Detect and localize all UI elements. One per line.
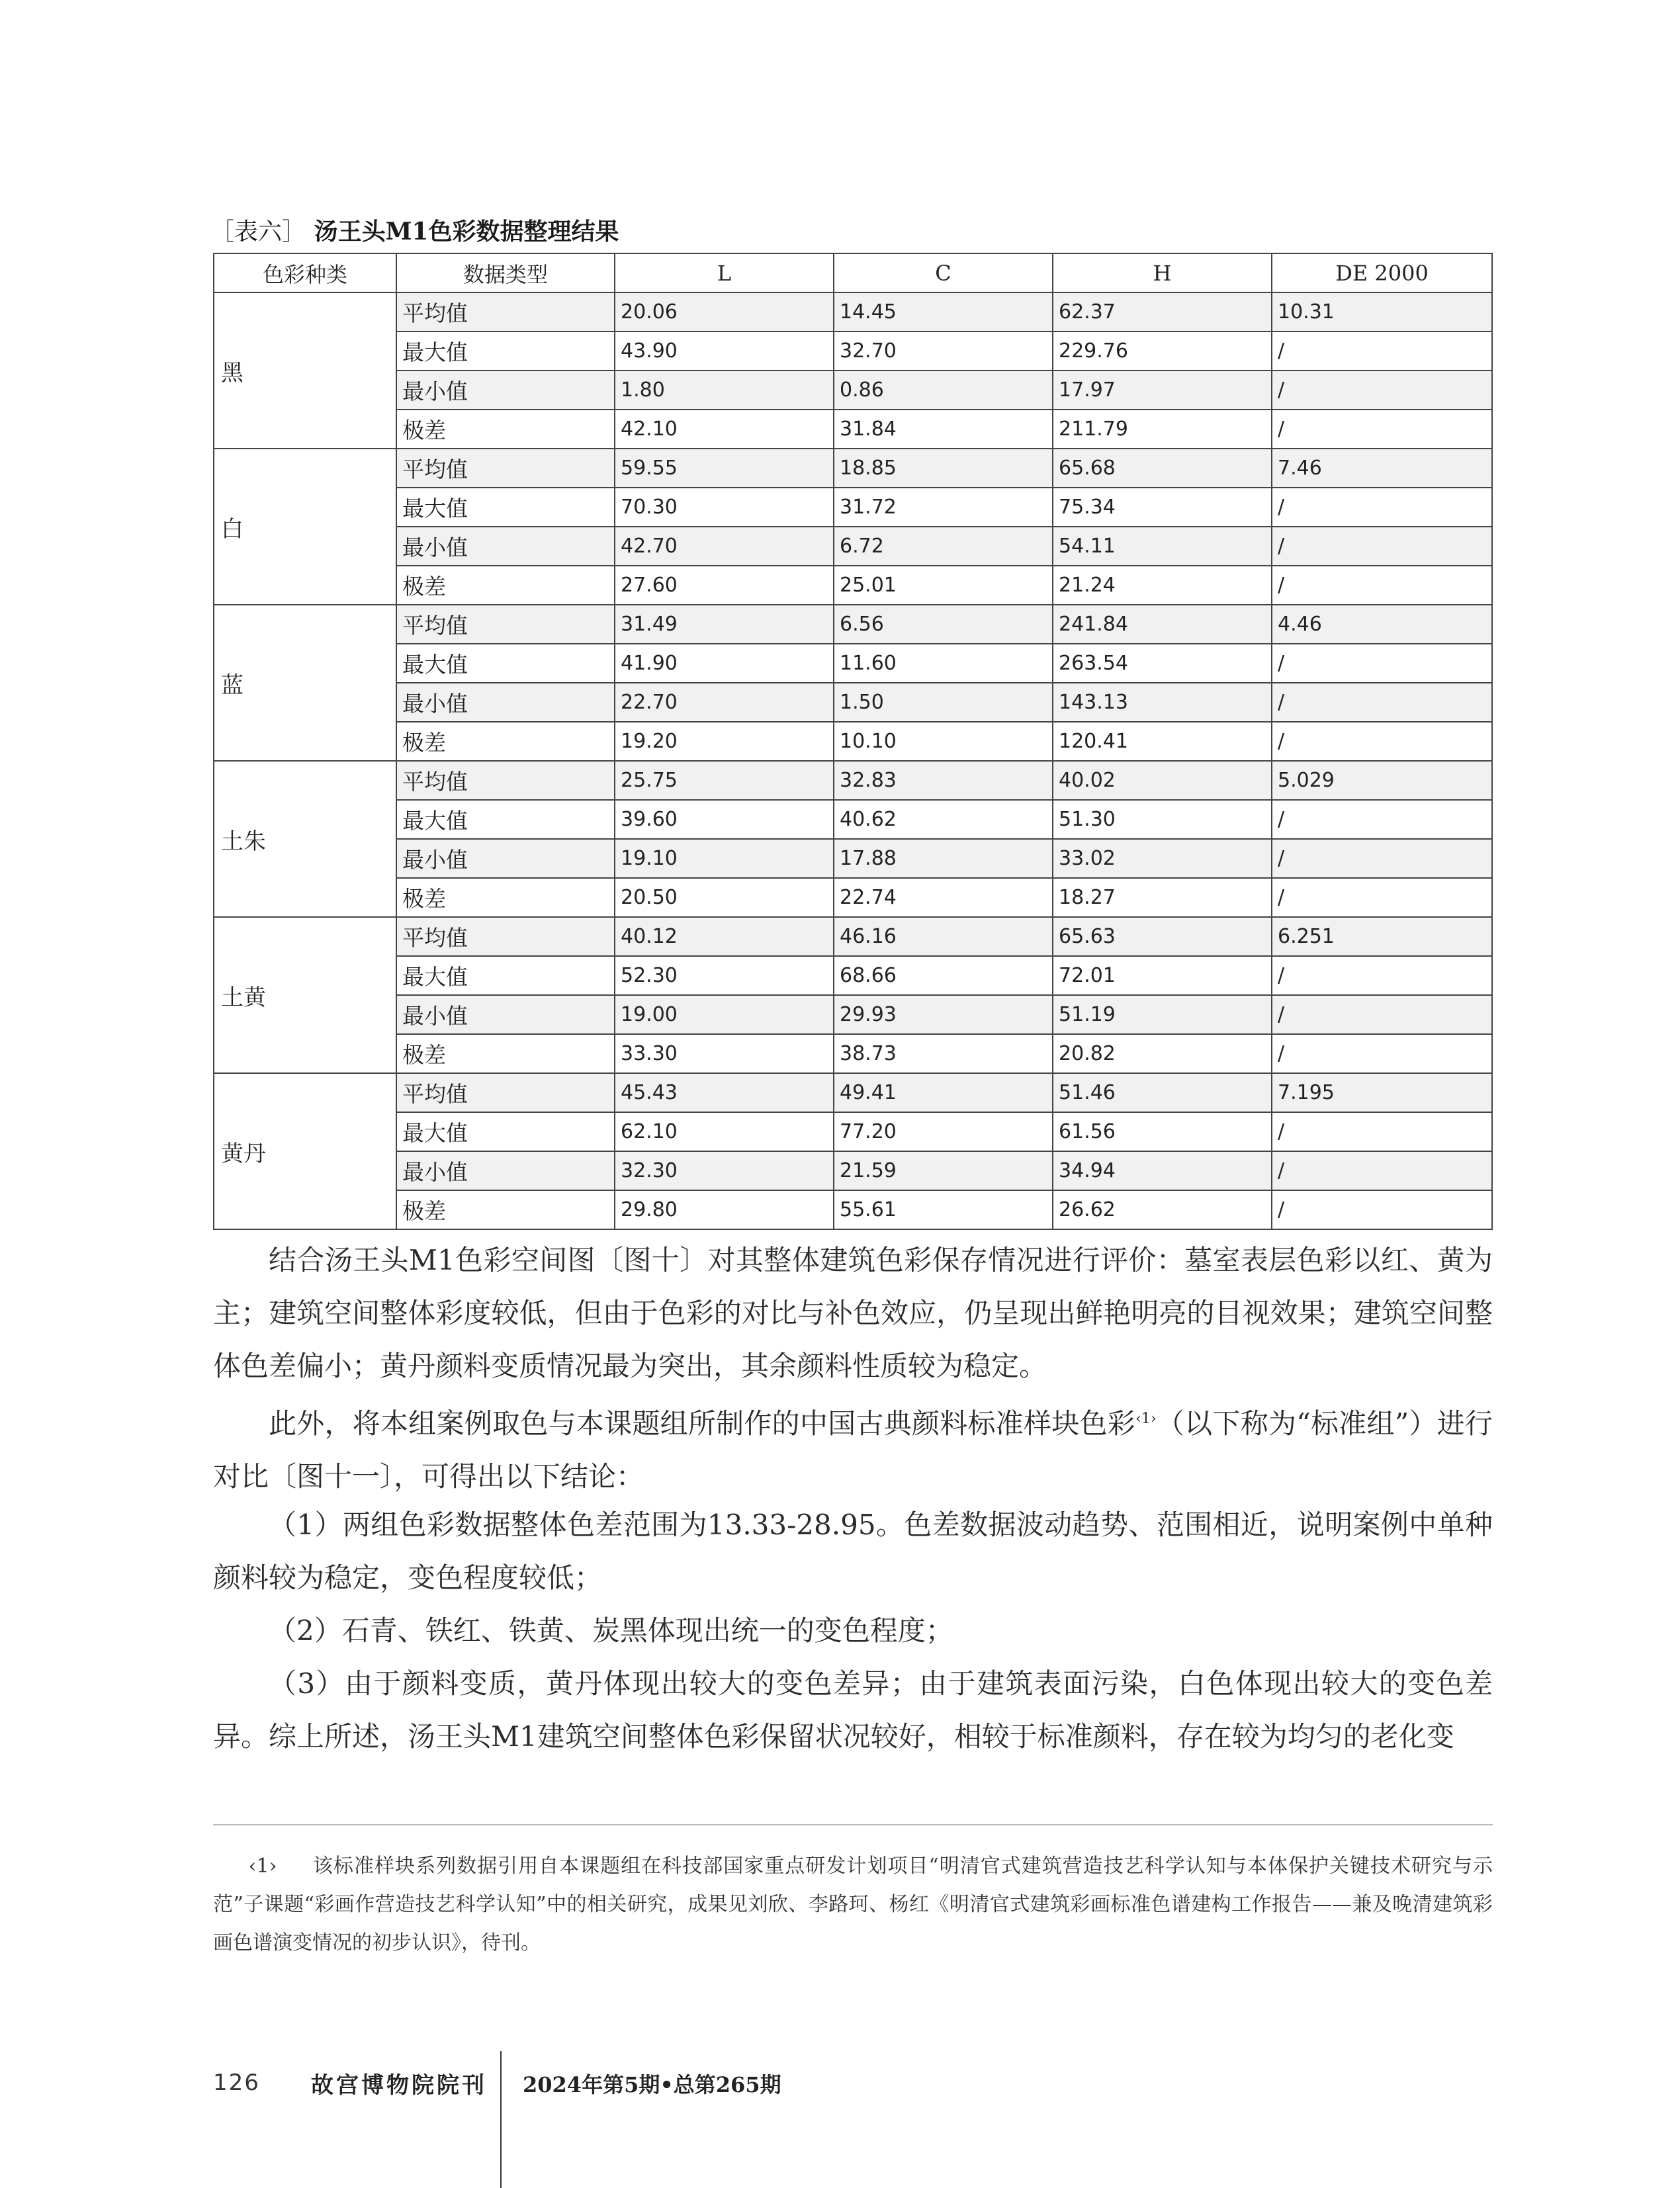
data-type-cell: 极差 <box>396 878 615 917</box>
paragraph-summary: 综上所述，汤王头M1建筑空间整体色彩保留状况较好，相较于标准颜料，存在较为均匀的老化变 <box>269 1720 1454 1753</box>
table-row <box>214 800 1492 839</box>
c-value-cell: 21.59 <box>834 1151 1053 1190</box>
de2000-value-cell: / <box>1272 995 1492 1034</box>
data-type-cell: 极差 <box>396 1034 615 1073</box>
l-value-cell: 20.06 <box>615 292 834 331</box>
de2000-value-cell: / <box>1272 331 1492 371</box>
table-row <box>214 410 1492 449</box>
data-type-cell: 最大值 <box>396 331 615 371</box>
data-type-cell: 极差 <box>396 566 615 605</box>
issue-info: 2024年第5期•总第265期 <box>523 2072 781 2097</box>
c-value-cell: 40.62 <box>834 800 1053 839</box>
table-body <box>214 292 1492 1229</box>
c-value-cell: 11.60 <box>834 644 1053 683</box>
data-type-cell: 平均值 <box>396 761 615 800</box>
de2000-value-cell: / <box>1272 800 1492 839</box>
l-value-cell: 39.60 <box>615 800 834 839</box>
de2000-value-cell: / <box>1272 644 1492 683</box>
table-row <box>214 605 1492 644</box>
c-value-cell: 38.73 <box>834 1034 1053 1073</box>
l-value-cell: 22.70 <box>615 683 834 722</box>
h-value-cell: 75.34 <box>1053 488 1272 527</box>
h-value-cell: 51.30 <box>1053 800 1272 839</box>
table-row <box>214 956 1492 995</box>
table-row <box>214 683 1492 722</box>
table-header-row <box>214 253 1492 292</box>
h-value-cell: 61.56 <box>1053 1112 1272 1151</box>
table-row <box>214 917 1492 956</box>
l-value-cell: 40.12 <box>615 917 834 956</box>
de2000-value-cell: / <box>1272 488 1492 527</box>
data-type-cell: 最小值 <box>396 839 615 878</box>
h-value-cell: 21.24 <box>1053 566 1272 605</box>
header-color-type: 色彩种类 <box>214 253 396 292</box>
color-data-table <box>213 253 1493 1230</box>
l-value-cell: 19.10 <box>615 839 834 878</box>
h-value-cell: 62.37 <box>1053 292 1272 331</box>
data-type-cell: 平均值 <box>396 917 615 956</box>
c-value-cell: 68.66 <box>834 956 1053 995</box>
c-value-cell: 14.45 <box>834 292 1053 331</box>
table-row <box>214 292 1492 331</box>
paragraph-comparison-before: 此外，将本组案例取色与本课题组所制作的中国古典颜料标准样块色彩 <box>269 1407 1136 1440</box>
de2000-value-cell: / <box>1272 683 1492 722</box>
l-value-cell: 59.55 <box>615 449 834 488</box>
conclusion-3: （3）由于颜料变质，黄丹体现出较大的变色差异；由于建筑表面污染，白色体现出较大的变色差异。 <box>213 1667 1493 1753</box>
header-data-type: 数据类型 <box>396 253 615 292</box>
data-type-cell: 极差 <box>396 722 615 761</box>
l-value-cell: 29.80 <box>615 1190 834 1229</box>
data-type-cell: 最大值 <box>396 956 615 995</box>
h-value-cell: 263.54 <box>1053 644 1272 683</box>
c-value-cell: 55.61 <box>834 1190 1053 1229</box>
table-row <box>214 1190 1492 1229</box>
data-type-cell: 最小值 <box>396 683 615 722</box>
de2000-value-cell: / <box>1272 878 1492 917</box>
l-value-cell: 43.90 <box>615 331 834 371</box>
h-value-cell: 51.46 <box>1053 1073 1272 1112</box>
table-row <box>214 722 1492 761</box>
c-value-cell: 18.85 <box>834 449 1053 488</box>
de2000-value-cell: / <box>1272 722 1492 761</box>
c-value-cell: 6.56 <box>834 605 1053 644</box>
data-type-cell: 极差 <box>396 1190 615 1229</box>
paragraph-comparison-after: （以下称为“标准组”）进行对比〔图十一〕，可得出以下结论： <box>213 1407 1493 1493</box>
data-type-cell: 最大值 <box>396 1112 615 1151</box>
table-row <box>214 644 1492 683</box>
table-row <box>214 449 1492 488</box>
l-value-cell: 41.90 <box>615 644 834 683</box>
footnote-reference: ‹1› <box>1135 1411 1157 1427</box>
de2000-value-cell: 5.029 <box>1272 761 1492 800</box>
de2000-value-cell: / <box>1272 566 1492 605</box>
color-category-cell: 蓝 <box>214 605 396 761</box>
data-type-cell: 最小值 <box>396 527 615 566</box>
l-value-cell: 33.30 <box>615 1034 834 1073</box>
h-value-cell: 51.19 <box>1053 995 1272 1034</box>
h-value-cell: 34.94 <box>1053 1151 1272 1190</box>
color-category-cell: 土黄 <box>214 917 396 1073</box>
c-value-cell: 31.84 <box>834 410 1053 449</box>
footnote-divider <box>213 1824 1493 1825</box>
table-row <box>214 371 1492 410</box>
c-value-cell: 25.01 <box>834 566 1053 605</box>
table-row <box>214 1151 1492 1190</box>
c-value-cell: 22.74 <box>834 878 1053 917</box>
l-value-cell: 70.30 <box>615 488 834 527</box>
h-value-cell: 241.84 <box>1053 605 1272 644</box>
c-value-cell: 17.88 <box>834 839 1053 878</box>
paragraph-comparison <box>213 1393 1493 1503</box>
l-value-cell: 27.60 <box>615 566 834 605</box>
de2000-value-cell: 6.251 <box>1272 917 1492 956</box>
header-de2000: DE 2000 <box>1272 253 1492 292</box>
de2000-value-cell: / <box>1272 1112 1492 1151</box>
table-row <box>214 1073 1492 1112</box>
c-value-cell: 32.83 <box>834 761 1053 800</box>
l-value-cell: 45.43 <box>615 1073 834 1112</box>
footnote-marker: ‹1› <box>248 1855 277 1878</box>
de2000-value-cell: / <box>1272 1034 1492 1073</box>
table-row <box>214 331 1492 371</box>
conclusion-2: （2）石青、铁红、铁黄、炭黑体现出统一的变色程度； <box>269 1614 953 1647</box>
h-value-cell: 33.02 <box>1053 839 1272 878</box>
c-value-cell: 10.10 <box>834 722 1053 761</box>
h-value-cell: 65.63 <box>1053 917 1272 956</box>
l-value-cell: 1.80 <box>615 371 834 410</box>
l-value-cell: 52.30 <box>615 956 834 995</box>
c-value-cell: 77.20 <box>834 1112 1053 1151</box>
l-value-cell: 19.20 <box>615 722 834 761</box>
color-category-cell: 白 <box>214 449 396 605</box>
l-value-cell: 25.75 <box>615 761 834 800</box>
header-h: H <box>1053 253 1272 292</box>
data-type-cell: 平均值 <box>396 449 615 488</box>
c-value-cell: 6.72 <box>834 527 1053 566</box>
color-category-cell: 土朱 <box>214 761 396 917</box>
h-value-cell: 65.68 <box>1053 449 1272 488</box>
h-value-cell: 18.27 <box>1053 878 1272 917</box>
data-type-cell: 平均值 <box>396 292 615 331</box>
l-value-cell: 42.70 <box>615 527 834 566</box>
h-value-cell: 20.82 <box>1053 1034 1272 1073</box>
table-row <box>214 761 1492 800</box>
footnote-text: 该标准样块系列数据引用自本课题组在科技部国家重点研发计划项目“明清官式建筑营造技艺科学认知与本体保护关键技术研究与示范”子课题“彩画作营造技艺科学认知”中的相关研究，成果见刘欣、李路珂、杨红《明清官式建筑彩画标准色谱建构工作报告——兼及晚清建筑彩画色谱演变情况的初步认识》，待刊。 <box>213 1855 1493 1954</box>
color-category-cell: 黑 <box>214 292 396 449</box>
footer-divider <box>500 2051 502 2188</box>
page-number: 126 <box>213 2070 260 2096</box>
header-c: C <box>834 253 1053 292</box>
data-type-cell: 最大值 <box>396 488 615 527</box>
l-value-cell: 42.10 <box>615 410 834 449</box>
paragraph-evaluation: 结合汤王头M1色彩空间图〔图十〕对其整体建筑色彩保存情况进行评价：墓室表层色彩以红、黄为主；建筑空间整体彩度较低，但由于色彩的对比与补色效应，仍呈现出鲜艳明亮的目视效果；建筑空间整体色差偏小；黄丹颜料变质情况最为突出，其余颜料性质较为稳定。 <box>213 1244 1493 1382</box>
table-caption <box>210 213 619 247</box>
de2000-value-cell: 7.195 <box>1272 1073 1492 1112</box>
h-value-cell: 40.02 <box>1053 761 1272 800</box>
de2000-value-cell: 10.31 <box>1272 292 1492 331</box>
table-row <box>214 527 1492 566</box>
l-value-cell: 19.00 <box>615 995 834 1034</box>
c-value-cell: 29.93 <box>834 995 1053 1034</box>
table-row <box>214 566 1492 605</box>
de2000-value-cell: 7.46 <box>1272 449 1492 488</box>
h-value-cell: 143.13 <box>1053 683 1272 722</box>
c-value-cell: 49.41 <box>834 1073 1053 1112</box>
de2000-value-cell: / <box>1272 956 1492 995</box>
footnote <box>213 1847 1493 1962</box>
data-type-cell: 最小值 <box>396 1151 615 1190</box>
data-type-cell: 最小值 <box>396 371 615 410</box>
h-value-cell: 211.79 <box>1053 410 1272 449</box>
data-type-cell: 最大值 <box>396 644 615 683</box>
h-value-cell: 54.11 <box>1053 527 1272 566</box>
de2000-value-cell: 4.46 <box>1272 605 1492 644</box>
data-type-cell: 最大值 <box>396 800 615 839</box>
c-value-cell: 46.16 <box>834 917 1053 956</box>
data-type-cell: 平均值 <box>396 1073 615 1112</box>
de2000-value-cell: / <box>1272 839 1492 878</box>
c-value-cell: 32.70 <box>834 331 1053 371</box>
table-caption-title: 汤王头M1色彩数据整理结果 <box>314 218 619 245</box>
de2000-value-cell: / <box>1272 527 1492 566</box>
h-value-cell: 72.01 <box>1053 956 1272 995</box>
h-value-cell: 26.62 <box>1053 1190 1272 1229</box>
data-type-cell: 极差 <box>396 410 615 449</box>
table-row <box>214 488 1492 527</box>
l-value-cell: 31.49 <box>615 605 834 644</box>
journal-name: 故宫博物院院刊 <box>311 2072 487 2099</box>
data-type-cell: 平均值 <box>396 605 615 644</box>
l-value-cell: 62.10 <box>615 1112 834 1151</box>
header-l: L <box>615 253 834 292</box>
table-row <box>214 878 1492 917</box>
color-category-cell: 黄丹 <box>214 1073 396 1229</box>
table-caption-prefix: ［表六］ <box>210 218 306 245</box>
c-value-cell: 0.86 <box>834 371 1053 410</box>
l-value-cell: 32.30 <box>615 1151 834 1190</box>
h-value-cell: 120.41 <box>1053 722 1272 761</box>
c-value-cell: 31.72 <box>834 488 1053 527</box>
data-type-cell: 最小值 <box>396 995 615 1034</box>
h-value-cell: 17.97 <box>1053 371 1272 410</box>
table-row <box>214 1034 1492 1073</box>
l-value-cell: 20.50 <box>615 878 834 917</box>
de2000-value-cell: / <box>1272 371 1492 410</box>
c-value-cell: 1.50 <box>834 683 1053 722</box>
de2000-value-cell: / <box>1272 1151 1492 1190</box>
h-value-cell: 229.76 <box>1053 331 1272 371</box>
de2000-value-cell: / <box>1272 410 1492 449</box>
conclusion-1: （1）两组色彩数据整体色差范围为13.33-28.95。色差数据波动趋势、范围相近，说明案例中单种颜料较为稳定，变色程度较低； <box>213 1509 1493 1594</box>
table-row <box>214 995 1492 1034</box>
table-row <box>214 1112 1492 1151</box>
de2000-value-cell: / <box>1272 1190 1492 1229</box>
table-row <box>214 839 1492 878</box>
